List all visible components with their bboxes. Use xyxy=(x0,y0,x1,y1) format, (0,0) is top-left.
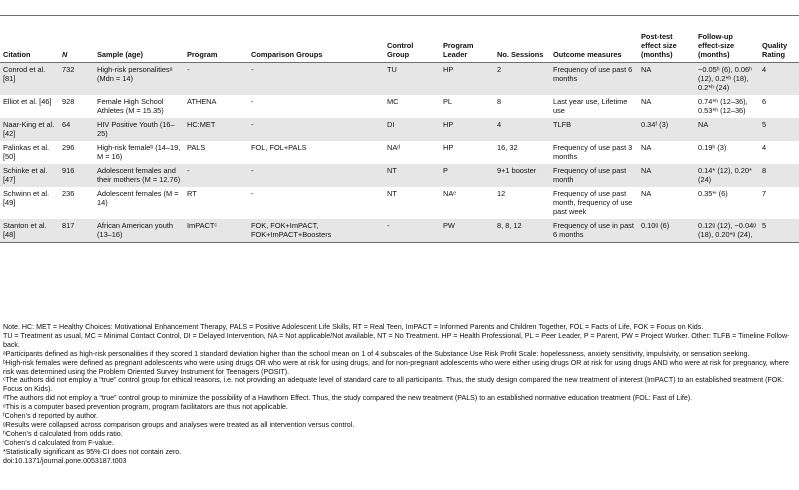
table-row xyxy=(0,164,799,187)
cell: - xyxy=(184,164,248,187)
col-posttest: Post-test effect size (months) xyxy=(638,30,695,63)
cell: 732 xyxy=(59,63,94,96)
cell: Adolescent females (M = 14) xyxy=(97,189,179,207)
header-row xyxy=(0,30,799,63)
footnote-d: ᵈThe authors did not employ a “true” control group to minimize the possibility of a Hawthorn Effect. Thus, the study compared the new treatment (PALS) to an established normative education treatment (FOL: Fast of Life). xyxy=(3,394,693,403)
cell: Schinke et al. [47] xyxy=(0,164,59,187)
cell: 5 xyxy=(759,118,799,141)
table-row xyxy=(0,95,799,118)
cell: High-risk femaleᵇ (14–19, M = 16) xyxy=(97,143,181,161)
cell: 0.35*ⁱ (6) xyxy=(698,189,728,198)
cell: 236 xyxy=(62,189,75,198)
footnote-abbrev-programs: Note. HC: MET = Healthy Choices: Motivational Enhancement Therapy, PALS = Positive Adolescent Life Skills, RT = Real Teen, ImPACT = Informed Parents and Children Together, FOL = Facts of Life, FOK = Focus on Kids. xyxy=(3,323,704,331)
cell: 0.19ʰ (3) xyxy=(698,143,727,152)
cell: HC:MET xyxy=(184,118,248,141)
cell: Frequency of use past 3 months xyxy=(553,143,633,161)
cell: 4 xyxy=(762,143,767,152)
cell: DI xyxy=(384,118,440,141)
col-outcome: Outcome measures xyxy=(550,30,638,63)
col-sample: Sample (age) xyxy=(94,30,184,63)
cell: Palinkas et al. [50] xyxy=(3,143,50,161)
results-table xyxy=(0,30,799,243)
cell: FOK, FOK+ImPACT, FOK+ImPACT+Boosters xyxy=(248,219,384,243)
cell: Conrod et al. [81] xyxy=(0,63,59,96)
cell: 64 xyxy=(59,118,94,141)
cell: 6 xyxy=(762,97,767,106)
col-control: Control Group xyxy=(384,30,440,63)
cell: 4 xyxy=(494,118,550,141)
table-row xyxy=(0,118,799,141)
col-sessions: No. Sessions xyxy=(494,30,550,63)
cell: 817 xyxy=(59,219,94,243)
cell: PW xyxy=(440,219,494,243)
cell: NAᵈ xyxy=(387,143,401,152)
cell: Frequency of use past month, frequency of use past week xyxy=(553,189,633,216)
cell: 7 xyxy=(762,189,767,198)
cell: NAᵉ xyxy=(443,189,457,198)
cell: ATHENA xyxy=(187,97,217,106)
cell: Stanton et al. [48] xyxy=(0,219,59,243)
cell: - xyxy=(184,63,248,96)
table-footnotes xyxy=(3,323,796,466)
cell: Frequency of use past 6 months xyxy=(550,63,638,96)
cell: 4 xyxy=(759,63,799,96)
cell: NT xyxy=(387,189,397,198)
cell: NT xyxy=(384,164,440,187)
footnote-i: ⁱCohen’s d calculated from F-value. xyxy=(3,438,114,447)
cell: PL xyxy=(443,97,453,106)
top-rule xyxy=(0,15,799,16)
cell: NA xyxy=(638,164,695,187)
cell: P xyxy=(440,164,494,187)
table-row xyxy=(0,187,799,219)
col-followup: Follow-up effect-size (months) xyxy=(695,30,759,63)
cell: Female High School Athletes (M = 15.35) xyxy=(97,97,164,115)
cell: Naar-King et al. [42] xyxy=(0,118,59,141)
cell: 9+1 booster xyxy=(494,164,550,187)
col-citation: Citation xyxy=(0,30,59,63)
col-program: Program xyxy=(184,30,248,63)
cell: - xyxy=(384,219,440,243)
cell: ImPACTᶜ xyxy=(184,219,248,243)
cell: HP xyxy=(440,118,494,141)
cell: 0.14* (12), 0.20* (24) xyxy=(695,164,759,187)
cell: 0.12ᵍ (12), −0.04ᵍ (18), 0.20*ᵍ (24), xyxy=(695,219,759,243)
cell: MC xyxy=(387,97,399,106)
cell: Last year use, Lifetime use xyxy=(553,97,628,115)
cell: −0.05ʰ (6), 0.06ʰ (12), 0.2*ʰ (18), 0.2*ʰ (24) xyxy=(695,63,759,96)
col-comparison: Comparison Groups xyxy=(248,30,384,63)
cell: Adolescent females and their mothers (M = 12.76) xyxy=(94,164,184,187)
cell: HP xyxy=(440,63,494,96)
cell: - xyxy=(248,63,384,96)
cell: 0.10ᵍ (6) xyxy=(638,219,695,243)
cell: HIV Positive Youth (16–25) xyxy=(94,118,184,141)
cell: 0.74*ʰ (12–36), 0.53*ʰ (12–36) xyxy=(698,97,748,115)
cell: TLFB xyxy=(550,118,638,141)
cell: Frequency of use in past 6 months xyxy=(550,219,638,243)
cell: Schwinn et al. [49] xyxy=(3,189,50,207)
cell: NA xyxy=(695,118,759,141)
cell: - xyxy=(251,97,254,106)
cell: PALS xyxy=(187,143,206,152)
footnote-c: ᶜThe authors did not employ a “true” control group for ethical reasons, i.e. not providing an adequate level of standard care to all participants. Thus, the study design compared the new treatment of interest (ImPACT) to an established treatment (FOK: Focus on Kids). xyxy=(3,376,785,394)
cell: 16, 32 xyxy=(497,143,518,152)
cell: RT xyxy=(187,189,197,198)
cell: FOL, FOL+PALS xyxy=(251,143,307,152)
footnote-h: ʰCohen’s d calculated from odds ratio. xyxy=(3,429,123,438)
cell: - xyxy=(251,189,254,198)
footnote-abbrev-other: TU = Treatment as usual, MC = Minimal Contact Control, DI = Delayed Intervention, NA = Not applicable/Not available, NT = No Treatment. HP = Health Professional, PL = Peer Leader, P = Parent, PW = Project Worker. Other: TLFB = Timeline Follow-back. xyxy=(3,331,790,349)
cell: 916 xyxy=(59,164,94,187)
cell: - xyxy=(248,164,384,187)
cell: NA xyxy=(641,97,652,106)
cell: 8 xyxy=(497,97,502,106)
table-row xyxy=(0,219,799,243)
cell: HP xyxy=(443,143,454,152)
footnote-f: ᶠCohen’s d reported by author. xyxy=(3,412,98,421)
footnote-g: ᵍResults were collapsed across comparison groups and analyses were treated as all intervention versus control. xyxy=(3,420,355,429)
cell: TU xyxy=(384,63,440,96)
cell: NA xyxy=(641,189,652,198)
table-row xyxy=(0,63,799,96)
table-row xyxy=(0,141,799,164)
footnote-b: ᵇHigh-risk females were defined as pregnant adolescents who were using drugs OR who were at risk for using drugs, and for non-pregnant adolescents who were either using drugs OR at risk for using drugs AND who were at risk for pregnancy, where risk was determined using the Problem Oriented Survey Instrument for Teenagers (POSIT). xyxy=(3,358,790,376)
cell: Frequency of use past month xyxy=(550,164,638,187)
doi: doi:10.1371/journal.pone.0053187.t003 xyxy=(3,456,127,465)
cell: 0.34ᶠ (3) xyxy=(638,118,695,141)
footnote-e: ᵉThis is a computer based prevention program, program facilitators are thus not applicable. xyxy=(3,403,288,412)
footnote-significance: *Statistically significant as 95% CI does not contain zero. xyxy=(3,447,182,456)
col-leader: Program Leader xyxy=(440,30,494,63)
cell: NA xyxy=(638,63,695,96)
col-quality: Quality Rating xyxy=(759,30,799,63)
col-n: N xyxy=(59,30,94,63)
cell: 5 xyxy=(759,219,799,243)
cell: 8 xyxy=(759,164,799,187)
cell: High-risk personalitiesᵃ (Mdn = 14) xyxy=(94,63,184,96)
cell: 928 xyxy=(62,97,75,106)
footnote-a: ᵃParticipants defined as high-risk personalities if they scored 1 standard deviation higher than the school mean on 1 of 4 subscales of the Substance Use Risk Profit Scale: hopelessness, anxiety sensitivity, impulsivity, or sensation seeking. xyxy=(3,349,750,358)
cell: NA xyxy=(641,143,652,152)
cell: African American youth (13–16) xyxy=(94,219,184,243)
cell: - xyxy=(248,118,384,141)
cell: 8, 8, 12 xyxy=(494,219,550,243)
cell: Elliot et al. [46] xyxy=(3,97,52,106)
cell: 296 xyxy=(62,143,75,152)
cell: 12 xyxy=(497,189,506,198)
cell: 2 xyxy=(494,63,550,96)
